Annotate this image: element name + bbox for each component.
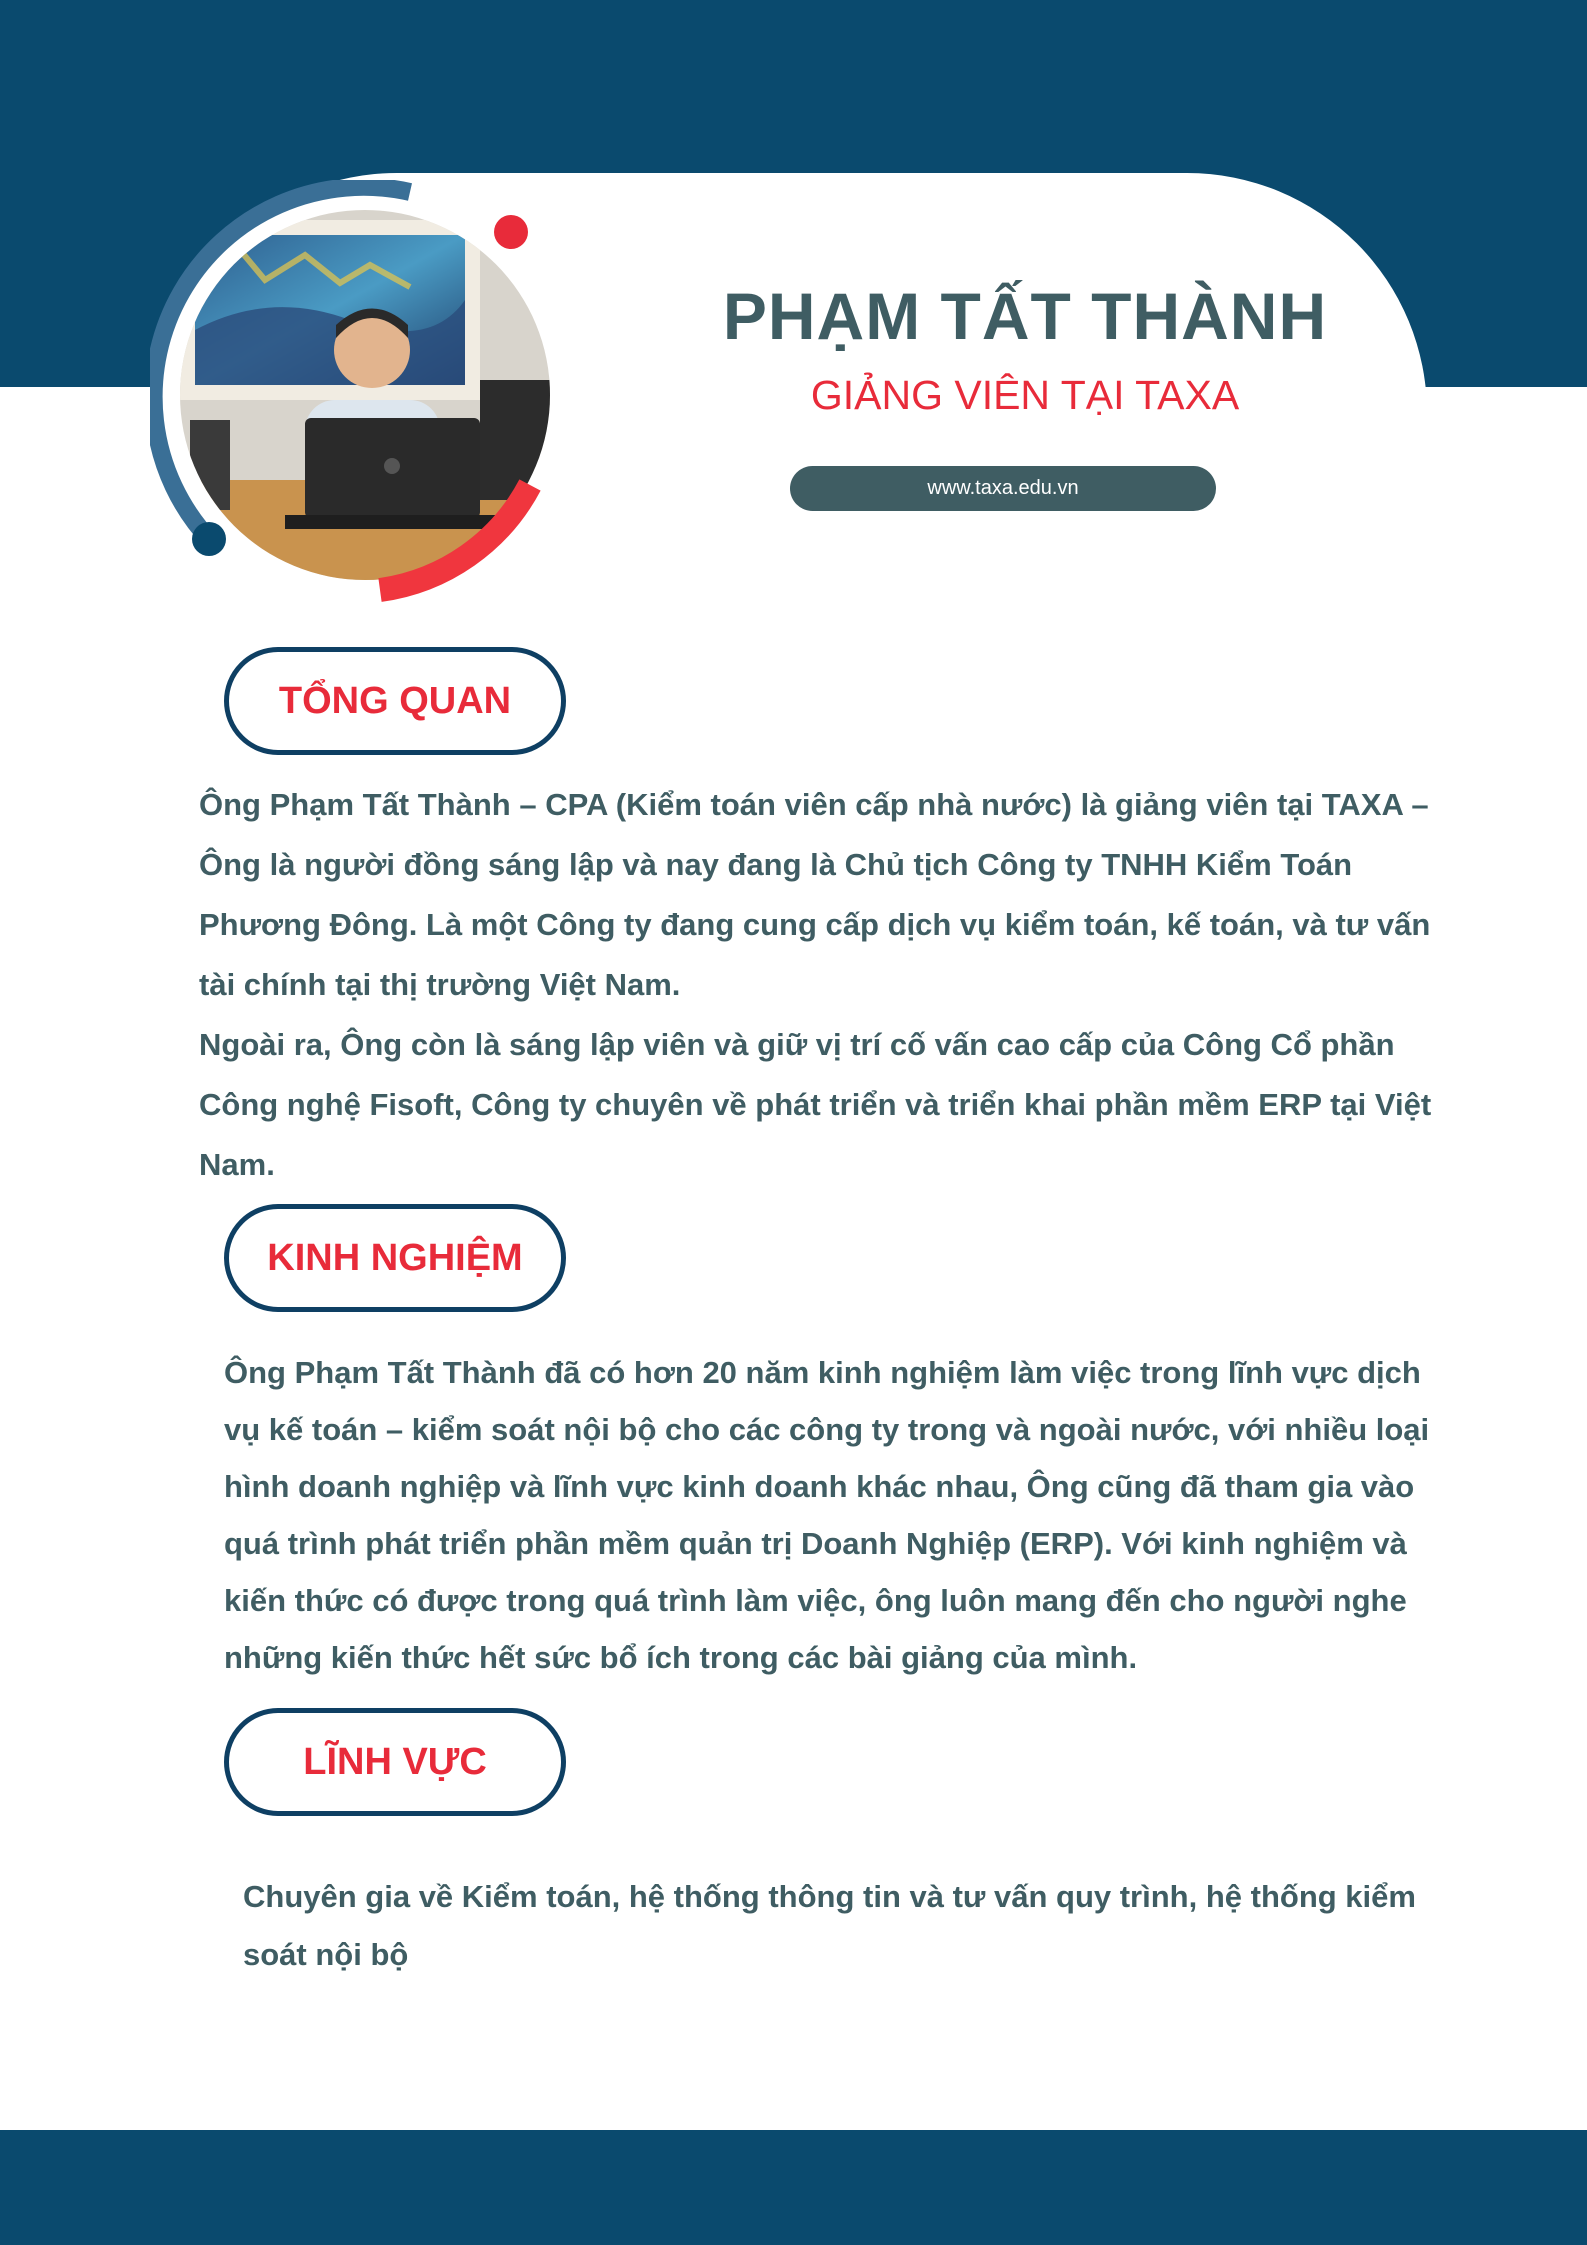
profile-name: PHẠM TẤT THÀNH <box>722 279 1328 353</box>
section-title-field: LĨNH VỰC <box>224 1708 566 1816</box>
overview-paragraph: Ngoài ra, Ông còn là sáng lập viên và giữ vị trí cố vấn cao cấp của Công Cổ phần Công nghệ Fisoft, Công ty chuyên về phát triển và triển khai phần mềm ERP tại Việt Nam. <box>199 1027 1432 1182</box>
section-title-experience: KINH NGHIỆM <box>224 1204 566 1312</box>
profile-photo-group <box>150 180 590 620</box>
field-text <box>243 1868 1443 1984</box>
red-dot-decoration <box>494 215 528 249</box>
experience-paragraph: Ông Phạm Tất Thành đã có hơn 20 năm kinh nghiệm làm việc trong lĩnh vực dịch vụ kế toán – kiểm soát nội bộ cho các công ty trong và ngoài nước, với nhiều loại hình doanh nghiệp và lĩnh vực kinh doanh khác nhau, Ông cũng đã tham gia vào quá trình phát triển phần mềm quản trị Doanh Nghiệp (ERP). Với kinh nghiệm và kiến thức có được trong quá trình làm việc, ông luôn mang đến cho người nghe những kiến thức hết sức bổ ích trong các bài giảng của mình. <box>224 1355 1430 1675</box>
footer-band <box>0 2130 1587 2245</box>
field-paragraph: Chuyên gia về Kiểm toán, hệ thống thông tin và tư vấn quy trình, hệ thống kiểm soát nội bộ <box>243 1879 1416 1972</box>
profile-photo <box>150 180 590 620</box>
navy-dot-decoration <box>192 522 226 556</box>
experience-text <box>224 1344 1444 1686</box>
profile-role: GIẢNG VIÊN TẠI TAXA <box>810 372 1240 418</box>
section-title-overview: TỔNG QUAN <box>224 647 566 755</box>
overview-paragraph: Ông Phạm Tất Thành – CPA (Kiểm toán viên cấp nhà nước) là giảng viên tại TAXA – Ông là người đồng sáng lập và nay đang là Chủ tịch Công ty TNHH Kiểm Toán Phương Đông. Là một Công ty đang cung cấp dịch vụ kiểm toán, kế toán, và tư vấn tài chính tại thị trường Việt Nam. <box>199 787 1431 1002</box>
website-link[interactable]: www.taxa.edu.vn <box>790 466 1216 511</box>
overview-text <box>199 775 1469 1195</box>
